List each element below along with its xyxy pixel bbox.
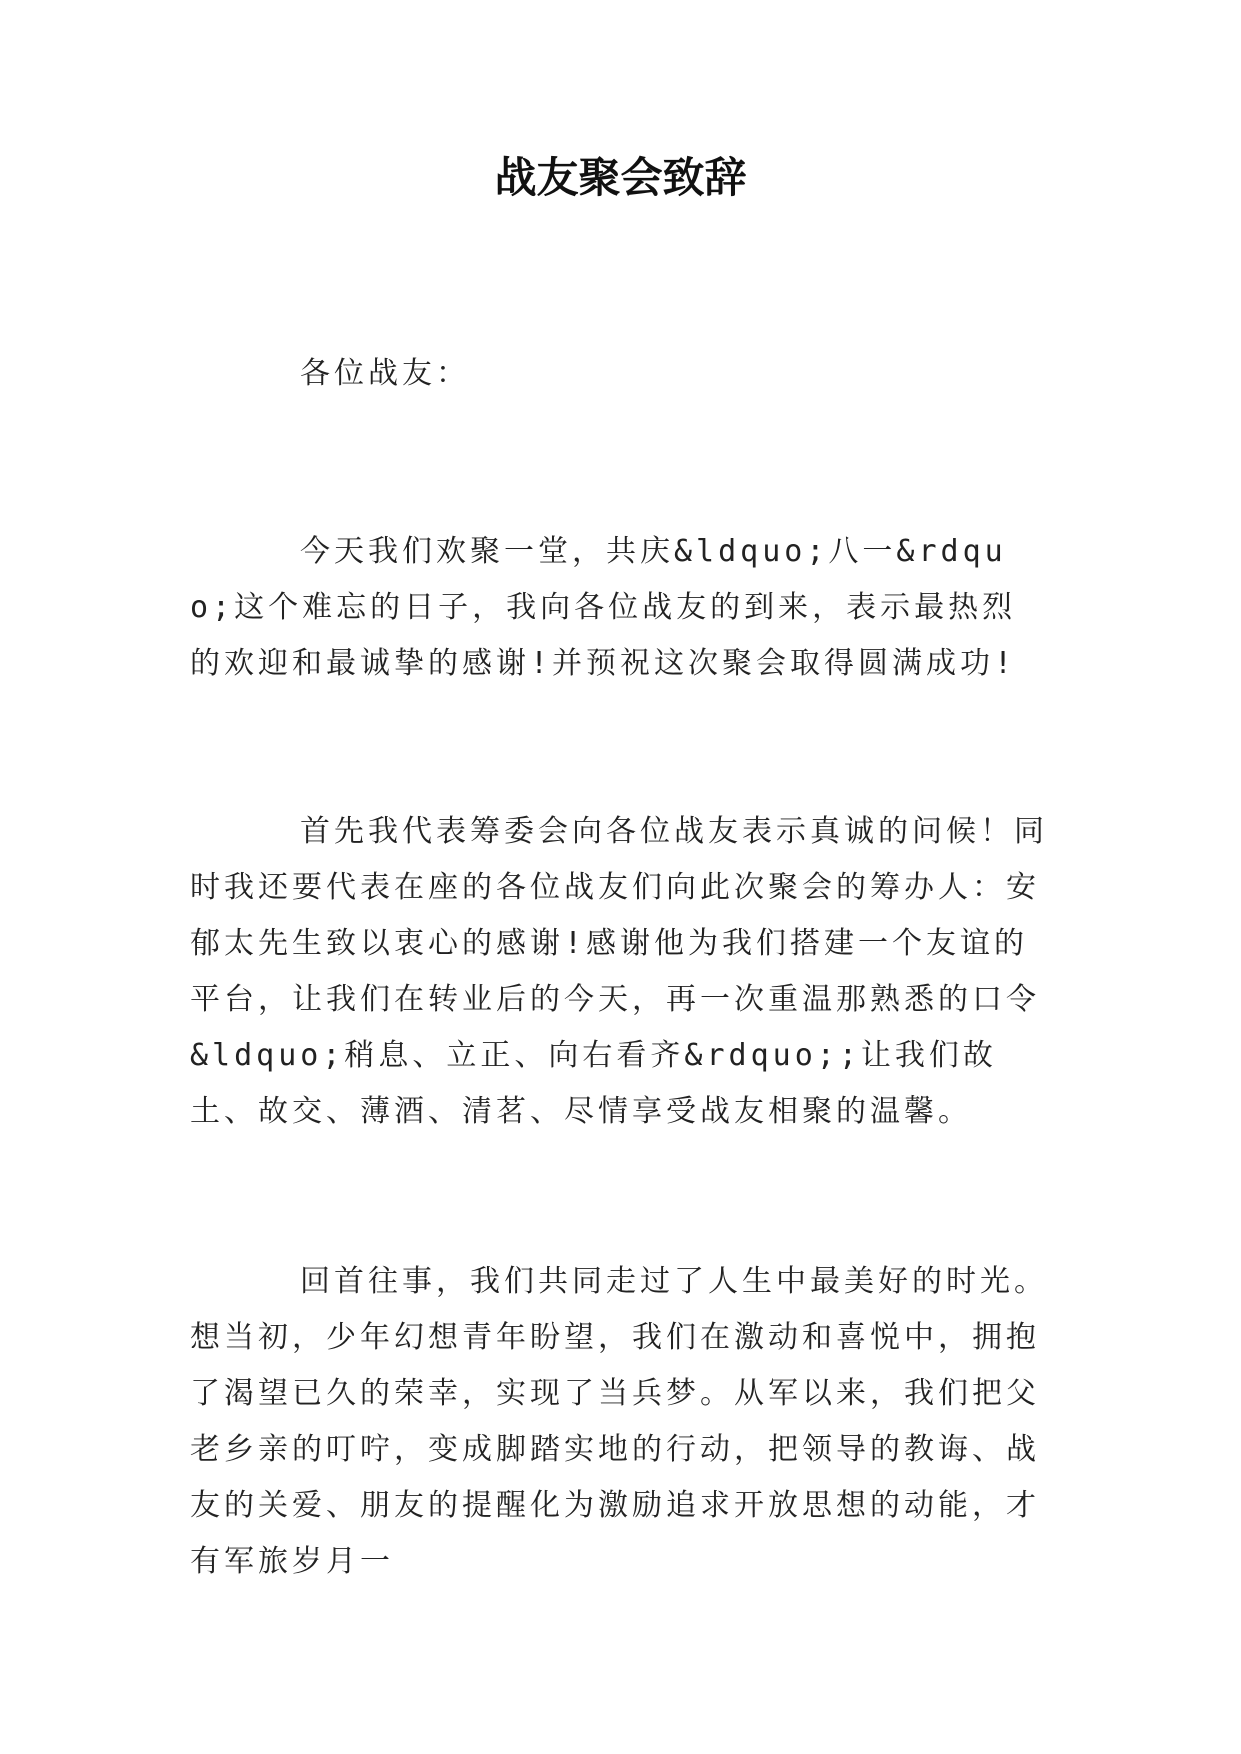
salutation bbox=[190, 346, 1050, 402]
document-title: 战友聚会致辞 bbox=[494, 153, 747, 202]
paragraph-1-text: 今天我们欢聚一堂，共庆&ldquo;八一&rdquo;这个难忘的日子，我向各位战友的到来，表示最热烈的欢迎和最诚挚的感谢!并预祝这次聚会取得圆满成功! bbox=[190, 534, 1017, 681]
salutation-text: 各位战友： bbox=[300, 356, 470, 391]
paragraph-1 bbox=[190, 524, 1050, 692]
paragraph-2 bbox=[190, 804, 1050, 1140]
paragraph-3-text: 回首往事，我们共同走过了人生中最美好的时光。想当初，少年幻想青年盼望，我们在激动和喜悦中，拥抱了渴望已久的荣幸，实现了当兵梦。从军以来，我们把父老乡亲的叮咛，变成脚踏实地的行动，把领导的教诲、战友的关爱、朋友的提醒化为激励追求开放思想的动能，才有军旅岁月一 bbox=[190, 1264, 1048, 1579]
paragraph-3 bbox=[190, 1254, 1050, 1590]
paragraph-2-text: 首先我代表筹委会向各位战友表示真诚的问候！同时我还要代表在座的各位战友们向此次聚会的筹办人：安郁太先生致以衷心的感谢!感谢他为我们搭建一个友谊的平台，让我们在转业后的今天，再一次重温那熟悉的口令&ldquo;稍息、立正、向右看齐&rdquo;;让我们故土、故交、薄酒、清茗、尽情享受战友相聚的温馨。 bbox=[190, 814, 1048, 1129]
